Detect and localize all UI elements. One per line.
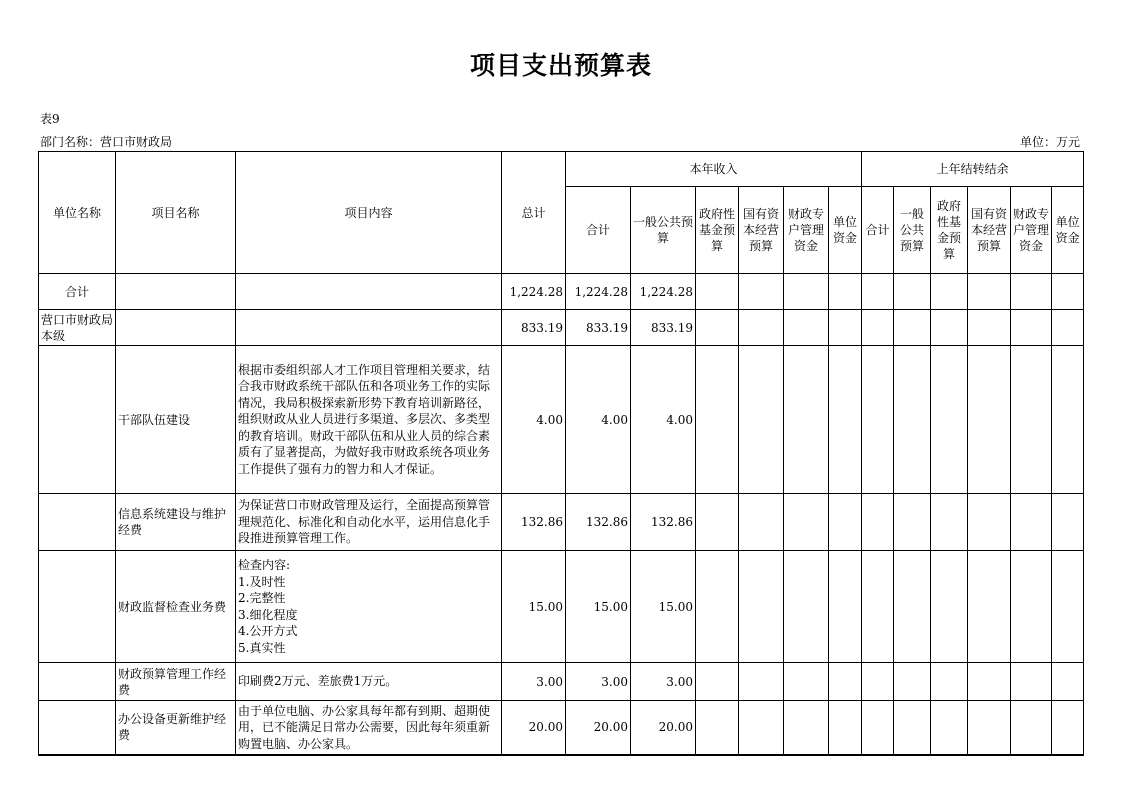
row-unit bbox=[39, 494, 116, 551]
header-py-total: 合计 bbox=[862, 187, 894, 274]
row-project: 办公设备更新维护经费 bbox=[116, 701, 236, 755]
header-project-name: 项目名称 bbox=[116, 152, 236, 274]
row-total: 1,224.28 bbox=[502, 274, 566, 310]
table-row bbox=[39, 274, 1084, 310]
row-cy-total: 15.00 bbox=[566, 551, 631, 663]
header-project-content: 项目内容 bbox=[236, 152, 502, 274]
row-cy-general: 15.00 bbox=[631, 551, 696, 663]
row-content bbox=[236, 310, 502, 346]
department-name: 部门名称：营口市财政局 bbox=[40, 135, 173, 149]
header-cy-special-account: 财政专户管理资金 bbox=[784, 187, 829, 274]
row-unit: 营口市财政局本级 bbox=[39, 310, 116, 346]
row-content bbox=[236, 274, 502, 310]
row-project: 财政预算管理工作经费 bbox=[116, 663, 236, 701]
row-cy-general: 833.19 bbox=[631, 310, 696, 346]
row-cy-total: 833.19 bbox=[566, 310, 631, 346]
row-cy-general: 1,224.28 bbox=[631, 274, 696, 310]
header-cy-unit-funds: 单位资金 bbox=[829, 187, 862, 274]
header-prior-year-carryover: 上年结转结余 bbox=[862, 152, 1084, 187]
row-total: 20.00 bbox=[502, 701, 566, 755]
page-title: 项目支出预算表 bbox=[469, 51, 652, 80]
header-cy-general: 一般公共预算 bbox=[631, 187, 696, 274]
row-cy-general: 132.86 bbox=[631, 494, 696, 551]
row-unit bbox=[39, 663, 116, 701]
header-py-general: 一般公共预算 bbox=[894, 187, 931, 274]
row-unit bbox=[39, 551, 116, 663]
row-total: 132.86 bbox=[502, 494, 566, 551]
row-project: 财政监督检查业务费 bbox=[116, 551, 236, 663]
header-current-year-income: 本年收入 bbox=[566, 152, 862, 187]
table-row bbox=[39, 701, 1084, 755]
table-row bbox=[39, 346, 1084, 494]
row-project bbox=[116, 310, 236, 346]
unit-label: 单位：万元 bbox=[1019, 135, 1080, 149]
row-unit bbox=[39, 701, 116, 755]
row-total: 4.00 bbox=[502, 346, 566, 494]
row-content: 由于单位电脑、办公家具每年都有到期、超期使用，已不能满足日常办公需要，因此每年须重新购置电脑、办公家具。 bbox=[236, 701, 502, 755]
row-cy-general: 4.00 bbox=[631, 346, 696, 494]
row-cy-total: 20.00 bbox=[566, 701, 631, 755]
row-project: 干部队伍建设 bbox=[116, 346, 236, 494]
header-py-gov-fund: 政府性基金预算 bbox=[931, 187, 968, 274]
table-row bbox=[39, 551, 1084, 663]
row-content: 检查内容: 1.及时性 2.完整性 3.细化程度 4.公开方式 5.真实性 bbox=[236, 551, 502, 663]
row-content: 为保证营口市财政管理及运行，全面提高预算管理规范化、标准化和自动化水平，运用信息化手段推进预算管理工作。 bbox=[236, 494, 502, 551]
row-cy-general: 3.00 bbox=[631, 663, 696, 701]
row-cy-total: 1,224.28 bbox=[566, 274, 631, 310]
row-total: 15.00 bbox=[502, 551, 566, 663]
table-number: 表9 bbox=[40, 112, 60, 126]
row-cy-total: 132.86 bbox=[566, 494, 631, 551]
table-row bbox=[39, 310, 1084, 346]
row-project: 信息系统建设与维护经费 bbox=[116, 494, 236, 551]
row-content: 印刷费2万元、差旅费1万元。 bbox=[236, 663, 502, 701]
header-cy-gov-fund: 政府性基金预算 bbox=[696, 187, 739, 274]
header-py-special-account: 财政专户管理资金 bbox=[1011, 187, 1052, 274]
row-unit bbox=[39, 346, 116, 494]
header-unit-name: 单位名称 bbox=[39, 152, 116, 274]
row-cy-total: 4.00 bbox=[566, 346, 631, 494]
row-content: 根据市委组织部人才工作项目管理相关要求，结合我市财政系统干部队伍和各项业务工作的实际情况，我局积极探索新形势下教育培训新路径，组织财政从业人员进行多渠道、多层次、多类型的教育培训。财政干部队伍和从业人员的综合素质有了显著提高，为做好我市财政系统各项业务工作提供了强有力的智力和人才保证。 bbox=[236, 346, 502, 494]
table-row bbox=[39, 494, 1084, 551]
row-total: 3.00 bbox=[502, 663, 566, 701]
row-total: 833.19 bbox=[502, 310, 566, 346]
row-unit: 合计 bbox=[39, 274, 116, 310]
header-py-unit-funds: 单位资金 bbox=[1052, 187, 1084, 274]
budget-table bbox=[38, 151, 1084, 756]
header-cy-state-capital: 国有资本经营预算 bbox=[739, 187, 784, 274]
row-cy-total: 3.00 bbox=[566, 663, 631, 701]
header-py-state-capital: 国有资本经营预算 bbox=[968, 187, 1011, 274]
header-cy-total: 合计 bbox=[566, 187, 631, 274]
row-cy-general: 20.00 bbox=[631, 701, 696, 755]
header-total: 总计 bbox=[502, 152, 566, 274]
row-project bbox=[116, 274, 236, 310]
table-row bbox=[39, 663, 1084, 701]
